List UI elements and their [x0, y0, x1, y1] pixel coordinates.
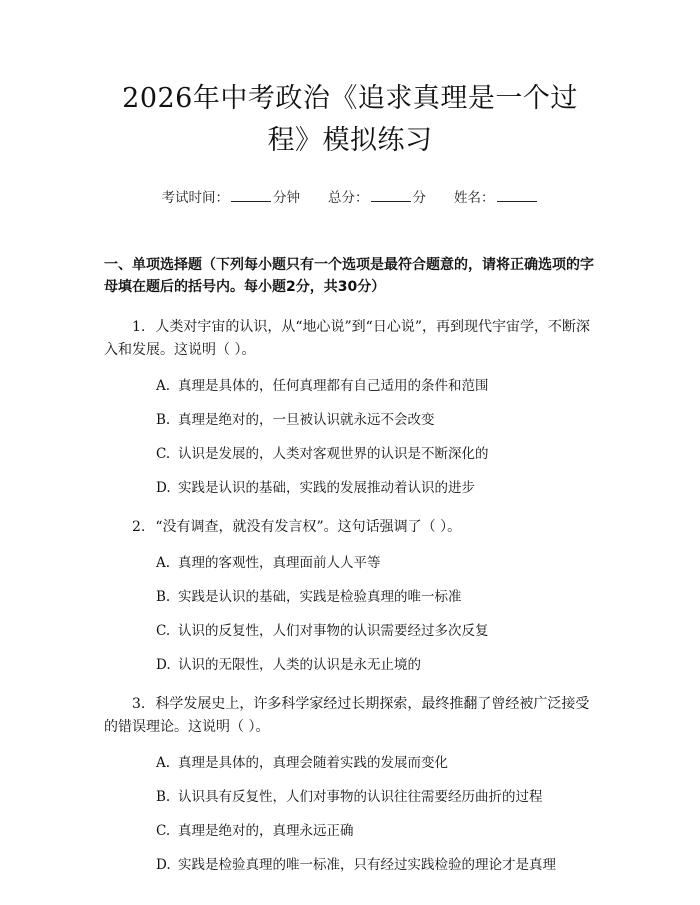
exam-time-label: 考试时间：: [161, 190, 229, 206]
option-d[interactable]: [156, 655, 596, 675]
option-a[interactable]: [156, 753, 596, 773]
option-text: 实践是认识的基础，实践是检验真理的唯一标准: [178, 589, 462, 605]
option-list: [104, 376, 596, 498]
question-stem: [104, 693, 596, 739]
exam-time-blank[interactable]: [231, 187, 271, 202]
exam-name: [454, 186, 539, 206]
question-stem: [104, 316, 596, 362]
question-1: [104, 316, 596, 498]
option-letter: B.: [156, 412, 171, 428]
option-list: [104, 553, 596, 675]
option-b[interactable]: [156, 787, 596, 807]
option-letter: D.: [156, 480, 171, 496]
option-text: 实践是认识的基础，实践的发展推动着认识的进步: [178, 480, 475, 496]
section-heading: 一、单项选择题（下列每小题只有一个选项是最符合题意的，请将正确选项的字母填在题后的括号内。每小题2分，共30分）: [104, 257, 594, 295]
option-text: 真理是具体的，任何真理都有自己适用的条件和范围: [178, 378, 489, 394]
option-letter: D.: [156, 857, 171, 873]
option-b[interactable]: [156, 587, 596, 607]
exam-score-blank[interactable]: [371, 187, 411, 202]
option-text: 真理是绝对的，一旦被认识就永远不会改变: [178, 412, 435, 428]
option-letter: C.: [156, 446, 171, 462]
option-c[interactable]: [156, 621, 596, 641]
option-letter: A.: [156, 755, 171, 771]
option-text: 实践是检验真理的唯一标准，只有经过实践检验的理论才是真理: [178, 857, 556, 873]
question-number: 2.: [132, 519, 146, 535]
option-a[interactable]: [156, 376, 596, 396]
option-letter: C.: [156, 823, 171, 839]
exam-name-blank[interactable]: [497, 187, 537, 202]
exam-score-label: 总分：: [328, 190, 369, 206]
question-text: 人类对宇宙的认识，从“地心说”到“日心说”，再到现代宇宙学，不断深入和发展。这说明（ ）。: [104, 319, 590, 358]
option-letter: A.: [156, 378, 171, 394]
question-2: [104, 516, 596, 675]
exam-meta: [104, 186, 596, 206]
option-c[interactable]: [156, 444, 596, 464]
exam-score-unit: 分: [412, 190, 426, 206]
question-number: 3.: [132, 696, 146, 712]
question-3: [104, 693, 596, 875]
option-text: 认识是发展的，人类对客观世界的认识是不断深化的: [178, 446, 489, 462]
option-a[interactable]: [156, 553, 596, 573]
option-text: 认识的反复性，人们对事物的认识需要经过多次反复: [178, 623, 489, 639]
question-number: 1.: [132, 319, 146, 335]
option-text: 真理是具体的，真理会随着实践的发展而变化: [178, 755, 448, 771]
option-letter: C.: [156, 623, 171, 639]
question-stem: [104, 516, 596, 539]
exam-time: [162, 186, 301, 206]
option-letter: A.: [156, 555, 171, 571]
option-text: 真理的客观性，真理面前人人平等: [178, 555, 381, 571]
option-text: 认识的无限性，人类的认识是永无止境的: [178, 657, 421, 673]
question-text: “没有调查，就没有发言权”。这句话强调了（ ）。: [155, 519, 462, 535]
exam-score: [328, 186, 426, 206]
exam-time-unit: 分钟: [273, 190, 300, 206]
question-text: 科学发展史上，许多科学家经过长期探索，最终推翻了曾经被广泛接受的错误理论。这说明（ ）。: [104, 696, 590, 735]
option-letter: B.: [156, 589, 171, 605]
option-d[interactable]: [156, 478, 596, 498]
option-text: 认识具有反复性，人们对事物的认识往往需要经历曲折的过程: [178, 789, 543, 805]
option-b[interactable]: [156, 410, 596, 430]
option-text: 真理是绝对的，真理永远正确: [178, 823, 354, 839]
option-c[interactable]: [156, 821, 596, 841]
exam-name-label: 姓名：: [454, 190, 495, 206]
page-title: 2026年中考政治《追求真理是一个过程》模拟练习: [122, 83, 578, 156]
option-letter: B.: [156, 789, 171, 805]
option-letter: D.: [156, 657, 171, 673]
option-list: [104, 753, 596, 875]
option-d[interactable]: [156, 855, 596, 875]
